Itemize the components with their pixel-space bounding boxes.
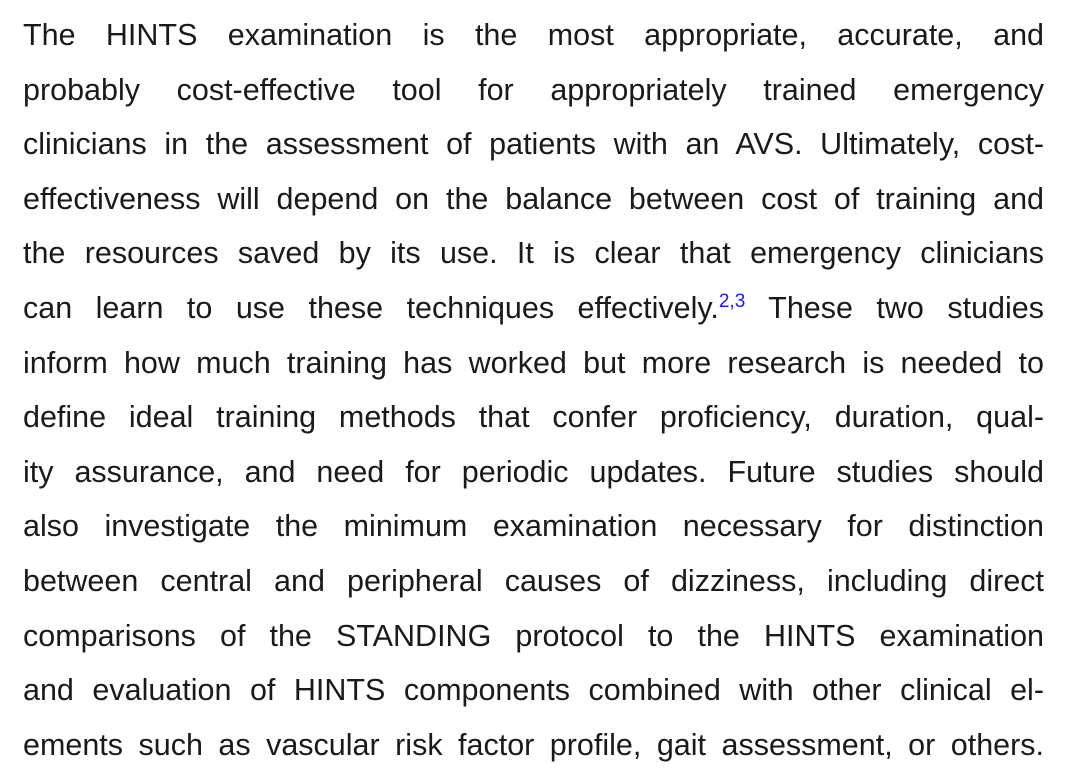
- paragraph-line-5: the resources saved by its use. It is clear that emergency clinicians: [23, 236, 1044, 271]
- paragraph-line-9: ity assurance, and need for periodic updates. Future studies should: [23, 454, 1044, 489]
- paragraph-line-6-text-before: can learn to use these techniques effectively.: [23, 290, 719, 325]
- paragraph-line-7: inform how much training has worked but more research is needed to: [23, 345, 1044, 380]
- paragraph-line-1: The HINTS examination is the most appropriate, accurate, and: [23, 18, 1044, 52]
- paragraph-line-10: also investigate the minimum examination necessary for distinction: [23, 509, 1044, 544]
- paragraph-line-4: effectiveness will depend on the balance between cost of training and: [23, 181, 1044, 216]
- paragraph-line-8: define ideal training methods that confer proficiency, duration, qual-: [23, 400, 1044, 435]
- paragraph-line-2: probably cost-effective tool for appropriately trained emergency: [23, 72, 1044, 107]
- paragraph-line-3: clinicians in the assessment of patients with an AVS. Ultimately, cost-: [23, 127, 1044, 162]
- paragraph-line-11: between central and peripheral causes of dizziness, including direct: [23, 563, 1044, 598]
- paragraph-line-6-text-after: These two studies: [745, 290, 1044, 325]
- paragraph-line-12: comparisons of the STANDING protocol to the HINTS examination: [23, 618, 1044, 653]
- paper-paragraph: [23, 8, 1044, 772]
- paragraph-line-6: [23, 281, 1044, 336]
- paragraph-line-14: ements such as vascular risk factor profile, gait assessment, or others.: [23, 727, 1044, 762]
- citation-link[interactable]: 2,3: [718, 290, 746, 312]
- paragraph-line-13: and evaluation of HINTS components combined with other clinical el-: [23, 673, 1044, 708]
